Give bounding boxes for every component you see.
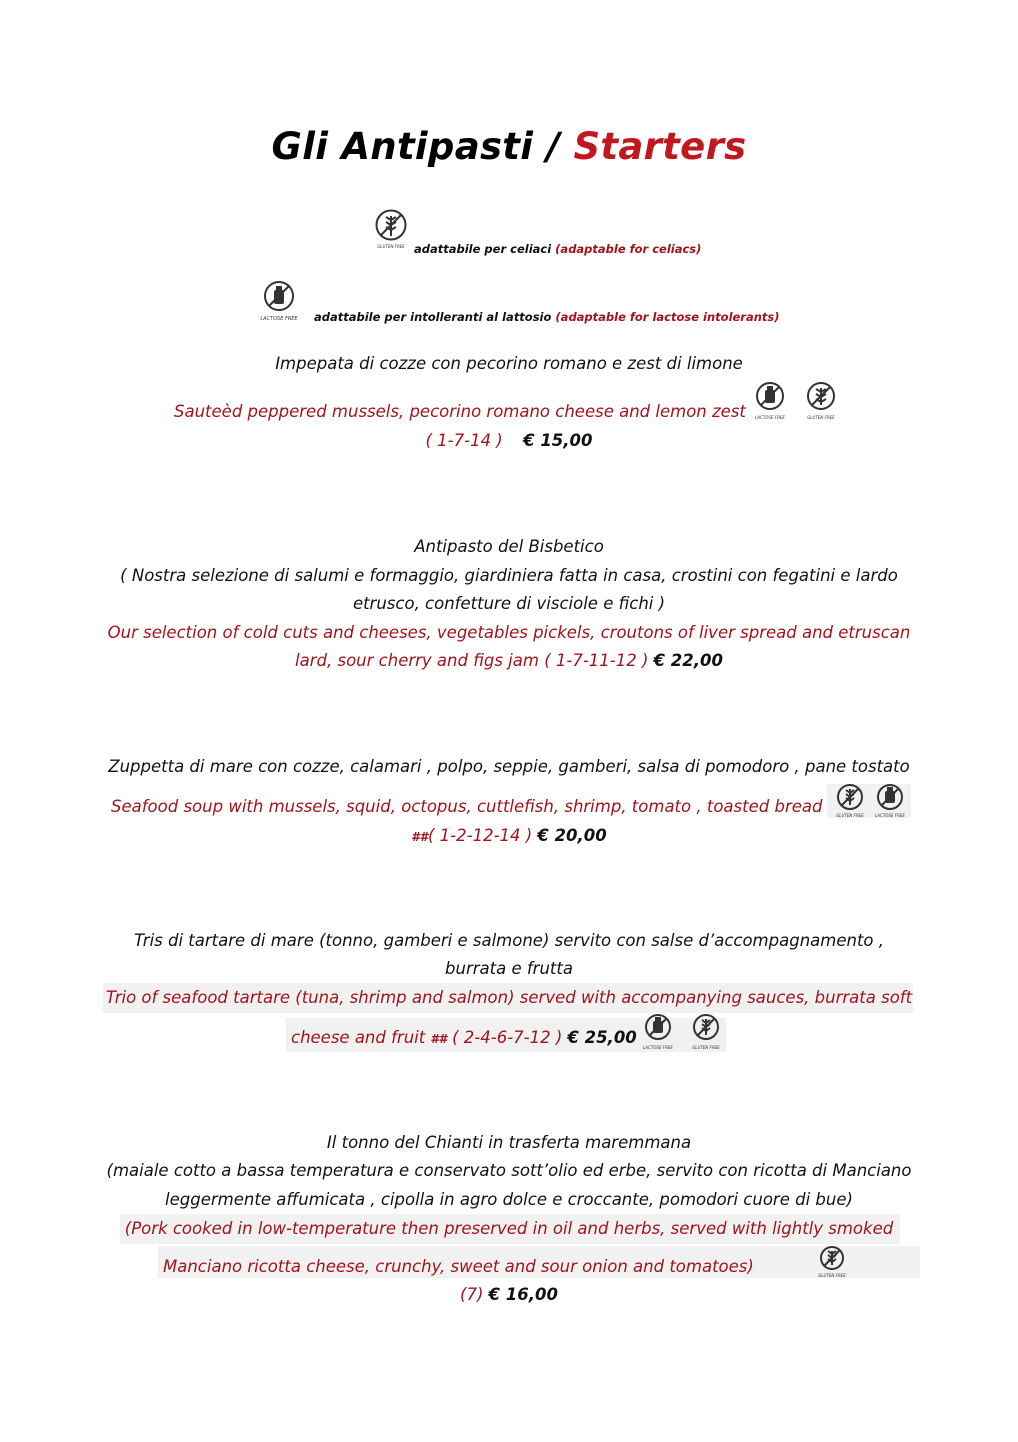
- legend-gluten-it: adattabile per celiaci: [414, 242, 552, 256]
- item-5-price: € 16,00: [488, 1285, 558, 1304]
- item-4-english-line2: cheese and fruit: [291, 1028, 426, 1047]
- page-title: [0, 125, 1018, 168]
- legend-gluten-en: (adaptable for celiacs): [555, 242, 702, 256]
- gluten-free-icon: [803, 380, 839, 422]
- item-5-italian-line1: (maiale cotto a bassa temperatura e conservato sott’olio ed erbe, servito con ricotta di Manciano: [106, 1161, 912, 1180]
- item-1-price: € 15,00: [523, 431, 593, 450]
- item-4-price-line: [291, 1028, 637, 1047]
- legend-lactose-en: (adaptable for lactose intolerants): [555, 310, 780, 324]
- item-5-english-line1: (Pork cooked in low-temperature then preserved in oil and herbs, served with lightly smoked: [124, 1219, 894, 1238]
- svg-text:LACTOSE FREE: LACTOSE FREE: [755, 415, 785, 420]
- item-4-italian-line1: Tris di tartare di mare (tonno, gamberi e salmone) servito con salse d’accompagnamento ,: [134, 931, 884, 950]
- svg-text:GLUTEN FREE: GLUTEN FREE: [818, 1273, 846, 1278]
- item-3-price-line: [0, 826, 1018, 845]
- title-italian: Gli Antipasti /: [271, 125, 574, 168]
- item-2-price: € 22,00: [653, 651, 723, 670]
- item-4-marks: ##: [430, 1032, 448, 1046]
- item-5-allergens: (7): [460, 1285, 484, 1304]
- item-5-price-line: [0, 1285, 1018, 1304]
- item-3-marks: ##: [411, 830, 428, 844]
- item-4-allergens: ( 2-4-6-7-12 ): [452, 1028, 563, 1047]
- svg-text:LACTOSE FREE: LACTOSE FREE: [643, 1045, 673, 1050]
- item-3-price: € 20,00: [537, 826, 607, 845]
- item-2-italian-line1: ( Nostra selezione di salumi e formaggio, giardiniera fatta in casa, crostini con fegatini e lardo: [120, 566, 898, 585]
- svg-text:GLUTEN FREE: GLUTEN FREE: [836, 813, 864, 818]
- item-5-title: Il tonno del Chianti in trasferta maremmana: [326, 1133, 692, 1152]
- lactose-free-icon: [640, 1012, 676, 1054]
- lactose-free-icon: [752, 380, 788, 422]
- legend-gluten: [414, 242, 701, 256]
- lactose-free-icon: [870, 781, 910, 823]
- legend-lactose: [314, 310, 780, 324]
- item-4-italian-line2: burrata e frutta: [445, 959, 573, 978]
- item-5-english-line2: Manciano ricotta cheese, crunchy, sweet and sour onion and tomatoes): [163, 1257, 754, 1276]
- item-1-english: Sauteèd peppered mussels, pecorino romano cheese and lemon zest: [174, 402, 746, 421]
- item-4-price: € 25,00: [567, 1028, 637, 1047]
- svg-text:LACTOSE FREE: LACTOSE FREE: [260, 316, 298, 322]
- item-3-allergens: ( 1-2-12-14 ): [427, 826, 533, 845]
- gluten-free-icon: [373, 208, 409, 250]
- item-4-english-line1: Trio of seafood tartare (tuna, shrimp and salmon) served with accompanying sauces, burrata soft: [105, 988, 913, 1007]
- gluten-free-icon: [830, 781, 870, 823]
- item-1-allergens: ( 1-7-14 ): [425, 431, 503, 450]
- svg-text:LACTOSE FREE: LACTOSE FREE: [875, 813, 905, 818]
- item-2-english-line1: Our selection of cold cuts and cheeses, vegetables pickels, croutons of liver spread and etruscan: [107, 623, 911, 642]
- item-3-italian: Zuppetta di mare con cozze, calamari , polpo, seppie, gamberi, salsa di pomodoro , pane tostato: [108, 757, 910, 776]
- item-1-italian: Impepata di cozze con pecorino romano e zest di limone: [275, 354, 743, 373]
- legend-lactose-it: adattabile per intolleranti al lattosio: [314, 310, 552, 324]
- item-2-english-line2: lard, sour cherry and figs jam ( 1-7-11-12 ): [295, 651, 649, 670]
- svg-text:GLUTEN FREE: GLUTEN FREE: [807, 415, 835, 420]
- svg-text:GLUTEN FREE: GLUTEN FREE: [692, 1045, 720, 1050]
- gluten-free-icon: [814, 1244, 850, 1286]
- item-3-english: Seafood soup with mussels, squid, octopus, cuttlefish, shrimp, tomato , toasted bread: [111, 797, 823, 816]
- item-5-italian-line2: leggermente affumicata , cipolla in agro dolce e croccante, pomodori cuore di bue): [165, 1190, 853, 1209]
- item-2-italian-line2: etrusco, confetture di visciole e fichi ): [352, 594, 666, 613]
- item-2-title: Antipasto del Bisbetico: [414, 537, 604, 556]
- gluten-free-icon: [688, 1012, 724, 1054]
- item-1-price-line: [0, 431, 1018, 450]
- title-english: Starters: [573, 125, 747, 168]
- lactose-free-icon: [252, 280, 306, 322]
- item-2-price-line: [0, 651, 1018, 670]
- svg-text:GLUTEN FREE: GLUTEN FREE: [377, 244, 405, 249]
